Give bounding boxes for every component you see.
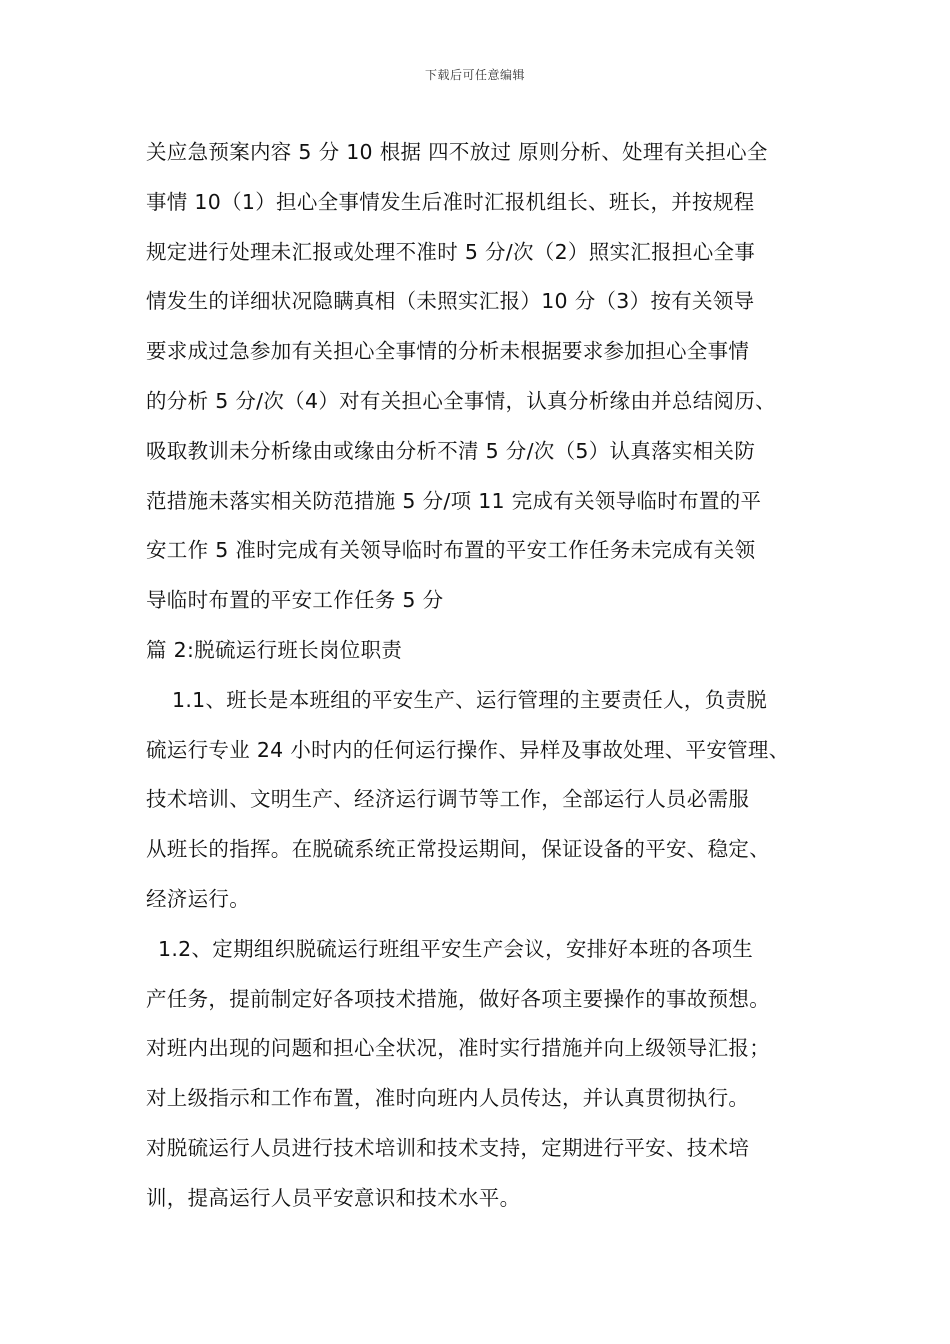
text-line: 从班长的指挥。在脱硫系统正常投运期间，保证设备的平安、稳定、 — [146, 837, 770, 862]
text-line: 对脱硫运行人员进行技术培训和技术支持，定期进行平安、技术培 — [146, 1135, 750, 1160]
text-line: 安工作 5 准时完成有关领导临时布置的平安工作任务未完成有关领 — [146, 538, 756, 563]
text-line: 情发生的详细状况隐瞒真相（未照实汇报）10 分（3）按有关领导 — [146, 289, 755, 314]
paragraph-start: 1.1、班长是本班组的平安生产、运行管理的主要责任人，负责脱 — [172, 687, 768, 712]
document-body — [146, 128, 811, 1224]
text-line: 产任务，提前制定好各项技术措施，做好各项主要操作的事故预想。 — [146, 986, 770, 1011]
text-line: 事情 10（1）担心全事情发生后准时汇报机组长、班长，并按规程 — [146, 189, 755, 214]
text-line: 对班内出现的问题和担心全状况，准时实行措施并向上级领导汇报； — [146, 1036, 770, 1061]
page-header: 下载后可任意编辑 — [424, 68, 525, 82]
text-line: 吸取教训未分析缘由或缘由分析不清 5 分/次（5）认真落实相关防 — [146, 438, 756, 463]
text-line: 要求成过急参加有关担心全事情的分析未根据要求参加担心全事情 — [146, 339, 750, 364]
text-line: 硫运行专业 24 小时内的任何运行操作、异样及事故处理、平安管理、 — [146, 737, 790, 762]
text-line: 关应急预案内容 5 分 10 根据 四不放过 原则分析、处理有关担心全 — [146, 140, 768, 164]
text-line: 导临时布置的平安工作任务 5 分 — [146, 588, 444, 613]
section-heading: 篇 2:脱硫运行班长岗位职责 — [146, 637, 403, 662]
text-line: 技术培训、文明生产、经济运行调节等工作，全部运行人员必需服 — [146, 787, 750, 812]
text-line: 训，提高运行人员平安意识和技术水平。 — [146, 1185, 521, 1210]
text-line: 的分析 5 分/次（4）对有关担心全事情，认真分析缘由并总结阅历、 — [146, 388, 776, 413]
text-line: 规定进行处理未汇报或处理不准时 5 分/次（2）照实汇报担心全事 — [146, 239, 756, 264]
text-line: 范措施未落实相关防范措施 5 分/项 11 完成有关领导临时布置的平 — [146, 488, 762, 513]
text-line: 经济运行。 — [146, 886, 250, 911]
paragraph-start: 1.2、定期组织脱硫运行班组平安生产会议，安排好本班的各项生 — [158, 936, 754, 961]
text-line: 对上级指示和工作布置，准时向班内人员传达，并认真贯彻执行。 — [146, 1086, 750, 1111]
